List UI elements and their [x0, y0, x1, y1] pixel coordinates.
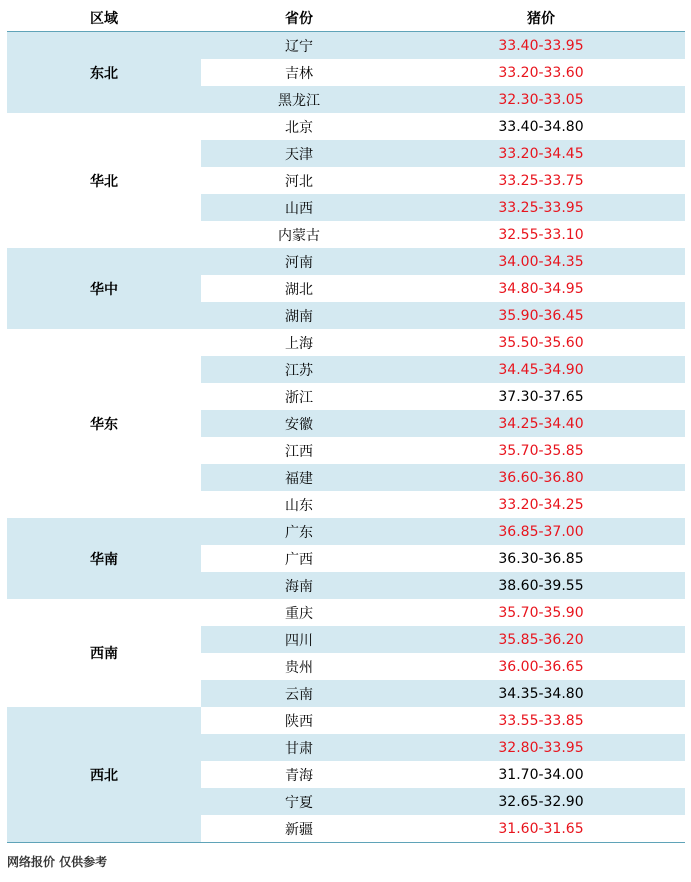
province-cell: 河南 — [201, 248, 397, 275]
bottom-divider — [7, 842, 685, 843]
province-cell: 吉林 — [285, 65, 313, 82]
province-cell: 山东 — [285, 497, 313, 514]
price-cell: 32.80-33.95 — [397, 734, 685, 761]
province-cell: 安徽 — [201, 410, 397, 437]
province-cell: 辽宁 — [201, 32, 397, 60]
price-cell: 33.20-33.60 — [498, 64, 584, 81]
header-price: 猪价 — [397, 4, 685, 32]
table-row — [7, 707, 685, 734]
province-cell: 江西 — [285, 443, 313, 460]
price-cell: 31.60-31.65 — [498, 820, 584, 837]
header-province: 省份 — [201, 4, 397, 32]
province-cell: 宁夏 — [201, 788, 397, 815]
price-cell: 34.80-34.95 — [498, 280, 584, 297]
province-cell: 黑龙江 — [201, 86, 397, 113]
table-row — [7, 113, 685, 140]
province-cell: 浙江 — [285, 389, 313, 406]
price-cell: 31.70-34.00 — [498, 766, 584, 783]
price-cell: 35.70-35.90 — [498, 604, 584, 621]
price-cell: 35.85-36.20 — [397, 626, 685, 653]
price-cell: 35.90-36.45 — [397, 302, 685, 329]
price-cell: 33.40-34.80 — [498, 118, 584, 135]
province-cell: 湖南 — [201, 302, 397, 329]
pig-price-table — [7, 4, 685, 842]
province-cell: 新疆 — [285, 821, 313, 838]
province-cell: 青海 — [285, 767, 313, 784]
region-cell: 华中 — [7, 248, 201, 329]
price-cell: 35.70-35.85 — [498, 442, 584, 459]
region-cell: 华南 — [7, 518, 201, 599]
table-row — [7, 599, 685, 626]
province-cell: 河北 — [285, 173, 313, 190]
province-cell: 重庆 — [285, 605, 313, 622]
footnote: 网络报价 仅供参考 — [7, 855, 108, 869]
table-row — [7, 329, 685, 356]
price-cell: 32.30-33.05 — [397, 86, 685, 113]
price-cell: 33.20-34.45 — [397, 140, 685, 167]
province-cell: 湖北 — [285, 281, 313, 298]
price-cell: 34.25-34.40 — [397, 410, 685, 437]
price-cell: 33.20-34.25 — [498, 496, 584, 513]
region-cell: 西北 — [7, 707, 201, 842]
province-cell: 云南 — [201, 680, 397, 707]
table-header-row — [7, 4, 685, 32]
table-row — [7, 518, 685, 545]
province-cell: 广东 — [201, 518, 397, 545]
price-cell: 36.85-37.00 — [397, 518, 685, 545]
price-cell: 33.40-33.95 — [397, 32, 685, 60]
price-cell: 35.50-35.60 — [498, 334, 584, 351]
price-cell: 32.55-33.10 — [498, 226, 584, 243]
price-cell: 34.00-34.35 — [397, 248, 685, 275]
region-cell: 华北 — [90, 173, 118, 190]
price-cell: 34.45-34.90 — [397, 356, 685, 383]
province-cell: 上海 — [285, 335, 313, 352]
table-body — [7, 32, 685, 843]
table-row — [7, 248, 685, 275]
province-cell: 陕西 — [285, 713, 313, 730]
header-region: 区域 — [7, 4, 201, 32]
price-cell: 34.35-34.80 — [397, 680, 685, 707]
province-cell: 广西 — [285, 551, 313, 568]
price-cell: 32.65-32.90 — [397, 788, 685, 815]
province-cell: 福建 — [201, 464, 397, 491]
region-cell: 华东 — [90, 416, 118, 433]
price-cell: 36.60-36.80 — [397, 464, 685, 491]
price-cell: 36.00-36.65 — [498, 658, 584, 675]
province-cell: 山西 — [201, 194, 397, 221]
price-cell: 38.60-39.55 — [397, 572, 685, 599]
price-cell: 33.25-33.95 — [397, 194, 685, 221]
province-cell: 内蒙古 — [278, 227, 320, 244]
province-cell: 天津 — [201, 140, 397, 167]
region-cell: 西南 — [90, 646, 118, 662]
price-cell: 36.30-36.85 — [498, 550, 584, 567]
price-table-container — [7, 4, 685, 843]
table-row — [7, 32, 685, 60]
province-cell: 北京 — [285, 119, 313, 136]
price-cell: 33.55-33.85 — [498, 712, 584, 729]
price-cell: 33.25-33.75 — [498, 172, 584, 189]
province-cell: 甘肃 — [201, 734, 397, 761]
province-cell: 海南 — [201, 572, 397, 599]
region-cell: 东北 — [7, 32, 201, 114]
price-cell: 37.30-37.65 — [498, 388, 584, 405]
province-cell: 江苏 — [201, 356, 397, 383]
province-cell: 四川 — [201, 626, 397, 653]
province-cell: 贵州 — [285, 659, 313, 676]
